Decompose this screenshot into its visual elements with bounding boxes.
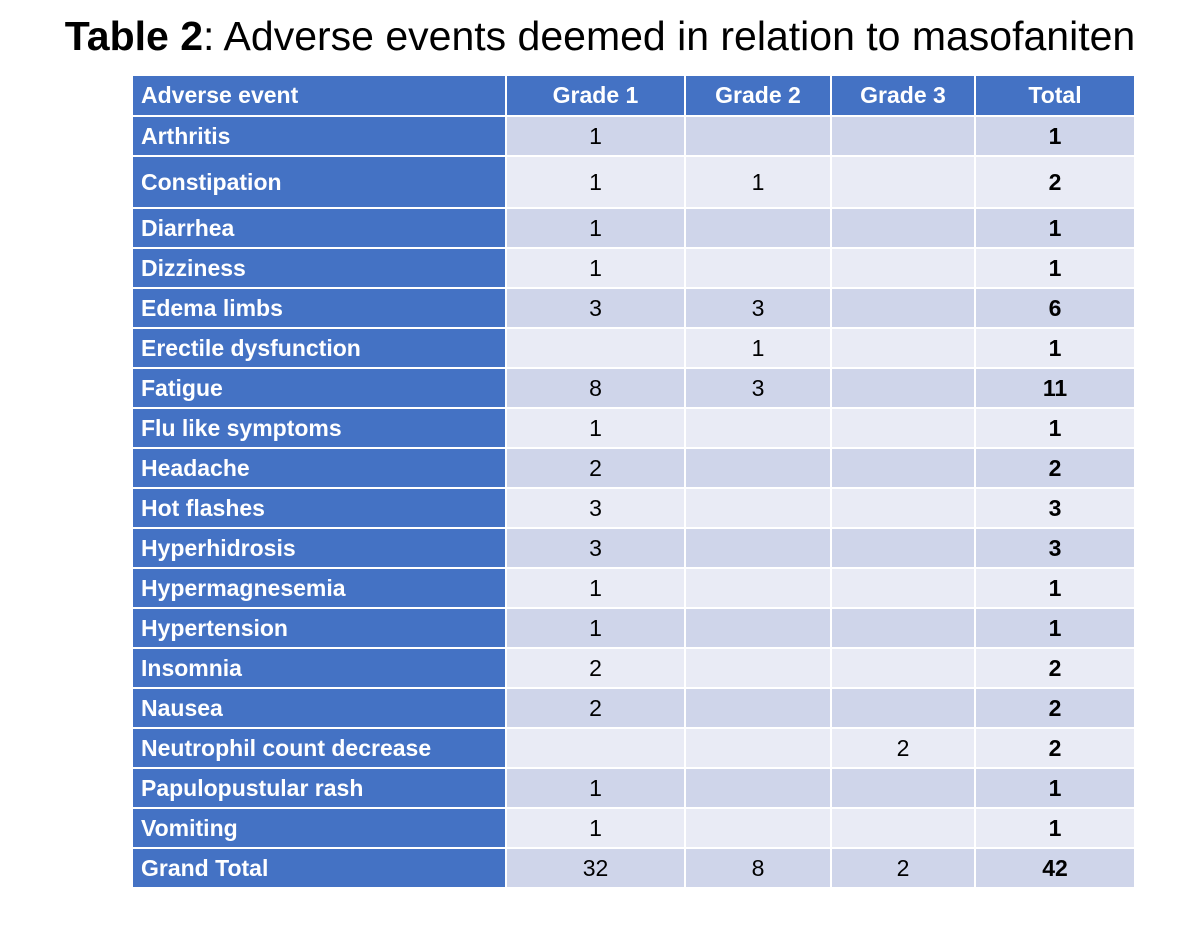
- total-cell: 2: [975, 648, 1134, 688]
- adverse-event-cell: Hypermagnesemia: [133, 568, 506, 608]
- grade-1-cell: 1: [506, 208, 685, 248]
- adverse-event-cell: Flu like symptoms: [133, 408, 506, 448]
- total-cell: 6: [975, 288, 1134, 328]
- header-grade-2: Grade 2: [685, 76, 831, 116]
- table-row: [133, 728, 1134, 768]
- grade-3-cell: [831, 116, 975, 156]
- total-cell: 2: [975, 728, 1134, 768]
- grade-2-cell: [685, 116, 831, 156]
- table-row: [133, 688, 1134, 728]
- total-cell: 1: [975, 608, 1134, 648]
- grade-3-cell: [831, 368, 975, 408]
- grade-3-cell: [831, 648, 975, 688]
- table-header-row: [133, 76, 1134, 116]
- grade-1-cell: 1: [506, 808, 685, 848]
- total-cell: 1: [975, 248, 1134, 288]
- total-cell: 11: [975, 368, 1134, 408]
- grade-3-cell: [831, 248, 975, 288]
- adverse-event-cell: Arthritis: [133, 116, 506, 156]
- total-cell: 3: [975, 528, 1134, 568]
- grade-2-cell: [685, 688, 831, 728]
- grade-1-cell: 1: [506, 116, 685, 156]
- table-row: [133, 156, 1134, 208]
- adverse-event-cell: Hyperhidrosis: [133, 528, 506, 568]
- grade-2-cell: 3: [685, 368, 831, 408]
- table-row: [133, 208, 1134, 248]
- title-text: : Adverse events deemed in relation to masofaniten: [203, 13, 1136, 59]
- grade-3-cell: [831, 768, 975, 808]
- adverse-event-cell: Headache: [133, 448, 506, 488]
- grade-1-cell: 3: [506, 488, 685, 528]
- grade-2-cell: 1: [685, 328, 831, 368]
- table-row: [133, 488, 1134, 528]
- grade-3-cell: [831, 528, 975, 568]
- adverse-event-cell: Hypertension: [133, 608, 506, 648]
- adverse-event-cell: Grand Total: [133, 848, 506, 888]
- grade-1-cell: 1: [506, 608, 685, 648]
- grade-1-cell: [506, 728, 685, 768]
- adverse-event-cell: Vomiting: [133, 808, 506, 848]
- page-title: [0, 10, 1200, 62]
- grade-1-cell: 3: [506, 528, 685, 568]
- grade-3-cell: [831, 408, 975, 448]
- adverse-event-cell: Diarrhea: [133, 208, 506, 248]
- grade-2-cell: 1: [685, 156, 831, 208]
- grade-1-cell: 2: [506, 448, 685, 488]
- adverse-event-cell: Nausea: [133, 688, 506, 728]
- grade-3-cell: [831, 688, 975, 728]
- grade-2-cell: [685, 728, 831, 768]
- table-row: [133, 648, 1134, 688]
- grade-1-cell: 1: [506, 248, 685, 288]
- grade-2-cell: [685, 768, 831, 808]
- grade-2-cell: [685, 448, 831, 488]
- adverse-event-cell: Insomnia: [133, 648, 506, 688]
- grade-2-cell: [685, 488, 831, 528]
- grade-3-cell: 2: [831, 848, 975, 888]
- grade-1-cell: 32: [506, 848, 685, 888]
- adverse-events-table: [133, 76, 1134, 889]
- adverse-event-cell: Dizziness: [133, 248, 506, 288]
- table-row: [133, 248, 1134, 288]
- adverse-event-cell: Constipation: [133, 156, 506, 208]
- grade-2-cell: [685, 208, 831, 248]
- grade-3-cell: 2: [831, 728, 975, 768]
- grade-2-cell: [685, 528, 831, 568]
- table-row: [133, 808, 1134, 848]
- table-row: [133, 528, 1134, 568]
- table-row: [133, 768, 1134, 808]
- grade-3-cell: [831, 808, 975, 848]
- grade-2-cell: [685, 808, 831, 848]
- grand-total-row: [133, 848, 1134, 888]
- total-cell: 1: [975, 328, 1134, 368]
- adverse-event-cell: Erectile dysfunction: [133, 328, 506, 368]
- adverse-event-cell: Edema limbs: [133, 288, 506, 328]
- grade-3-cell: [831, 568, 975, 608]
- grade-3-cell: [831, 488, 975, 528]
- header-total: Total: [975, 76, 1134, 116]
- header-grade-3: Grade 3: [831, 76, 975, 116]
- grade-3-cell: [831, 608, 975, 648]
- grade-3-cell: [831, 448, 975, 488]
- grade-1-cell: [506, 328, 685, 368]
- table-row: [133, 116, 1134, 156]
- table-row: [133, 448, 1134, 488]
- grade-1-cell: 1: [506, 768, 685, 808]
- adverse-event-cell: Hot flashes: [133, 488, 506, 528]
- grade-2-cell: 3: [685, 288, 831, 328]
- grade-3-cell: [831, 208, 975, 248]
- total-cell: 2: [975, 448, 1134, 488]
- total-cell: 1: [975, 808, 1134, 848]
- table-row: [133, 408, 1134, 448]
- total-cell: 42: [975, 848, 1134, 888]
- grade-2-cell: [685, 248, 831, 288]
- table-row: [133, 368, 1134, 408]
- grade-2-cell: [685, 608, 831, 648]
- total-cell: 2: [975, 156, 1134, 208]
- table-row: [133, 288, 1134, 328]
- grade-1-cell: 8: [506, 368, 685, 408]
- total-cell: 1: [975, 568, 1134, 608]
- grade-3-cell: [831, 288, 975, 328]
- adverse-event-cell: Neutrophil count decrease: [133, 728, 506, 768]
- grade-3-cell: [831, 156, 975, 208]
- grade-1-cell: 3: [506, 288, 685, 328]
- total-cell: 2: [975, 688, 1134, 728]
- grade-1-cell: 1: [506, 156, 685, 208]
- total-cell: 3: [975, 488, 1134, 528]
- grade-2-cell: 8: [685, 848, 831, 888]
- total-cell: 1: [975, 208, 1134, 248]
- table-row: [133, 568, 1134, 608]
- grade-1-cell: 1: [506, 408, 685, 448]
- grade-2-cell: [685, 648, 831, 688]
- grade-3-cell: [831, 328, 975, 368]
- table-row: [133, 608, 1134, 648]
- grade-2-cell: [685, 408, 831, 448]
- grade-1-cell: 2: [506, 648, 685, 688]
- grade-1-cell: 2: [506, 688, 685, 728]
- title-label: Table 2: [64, 13, 204, 59]
- adverse-event-cell: Papulopustular rash: [133, 768, 506, 808]
- total-cell: 1: [975, 116, 1134, 156]
- header-grade-1: Grade 1: [506, 76, 685, 116]
- adverse-event-cell: Fatigue: [133, 368, 506, 408]
- table-row: [133, 328, 1134, 368]
- grade-2-cell: [685, 568, 831, 608]
- header-adverse-event: Adverse event: [133, 76, 506, 116]
- grade-1-cell: 1: [506, 568, 685, 608]
- total-cell: 1: [975, 768, 1134, 808]
- total-cell: 1: [975, 408, 1134, 448]
